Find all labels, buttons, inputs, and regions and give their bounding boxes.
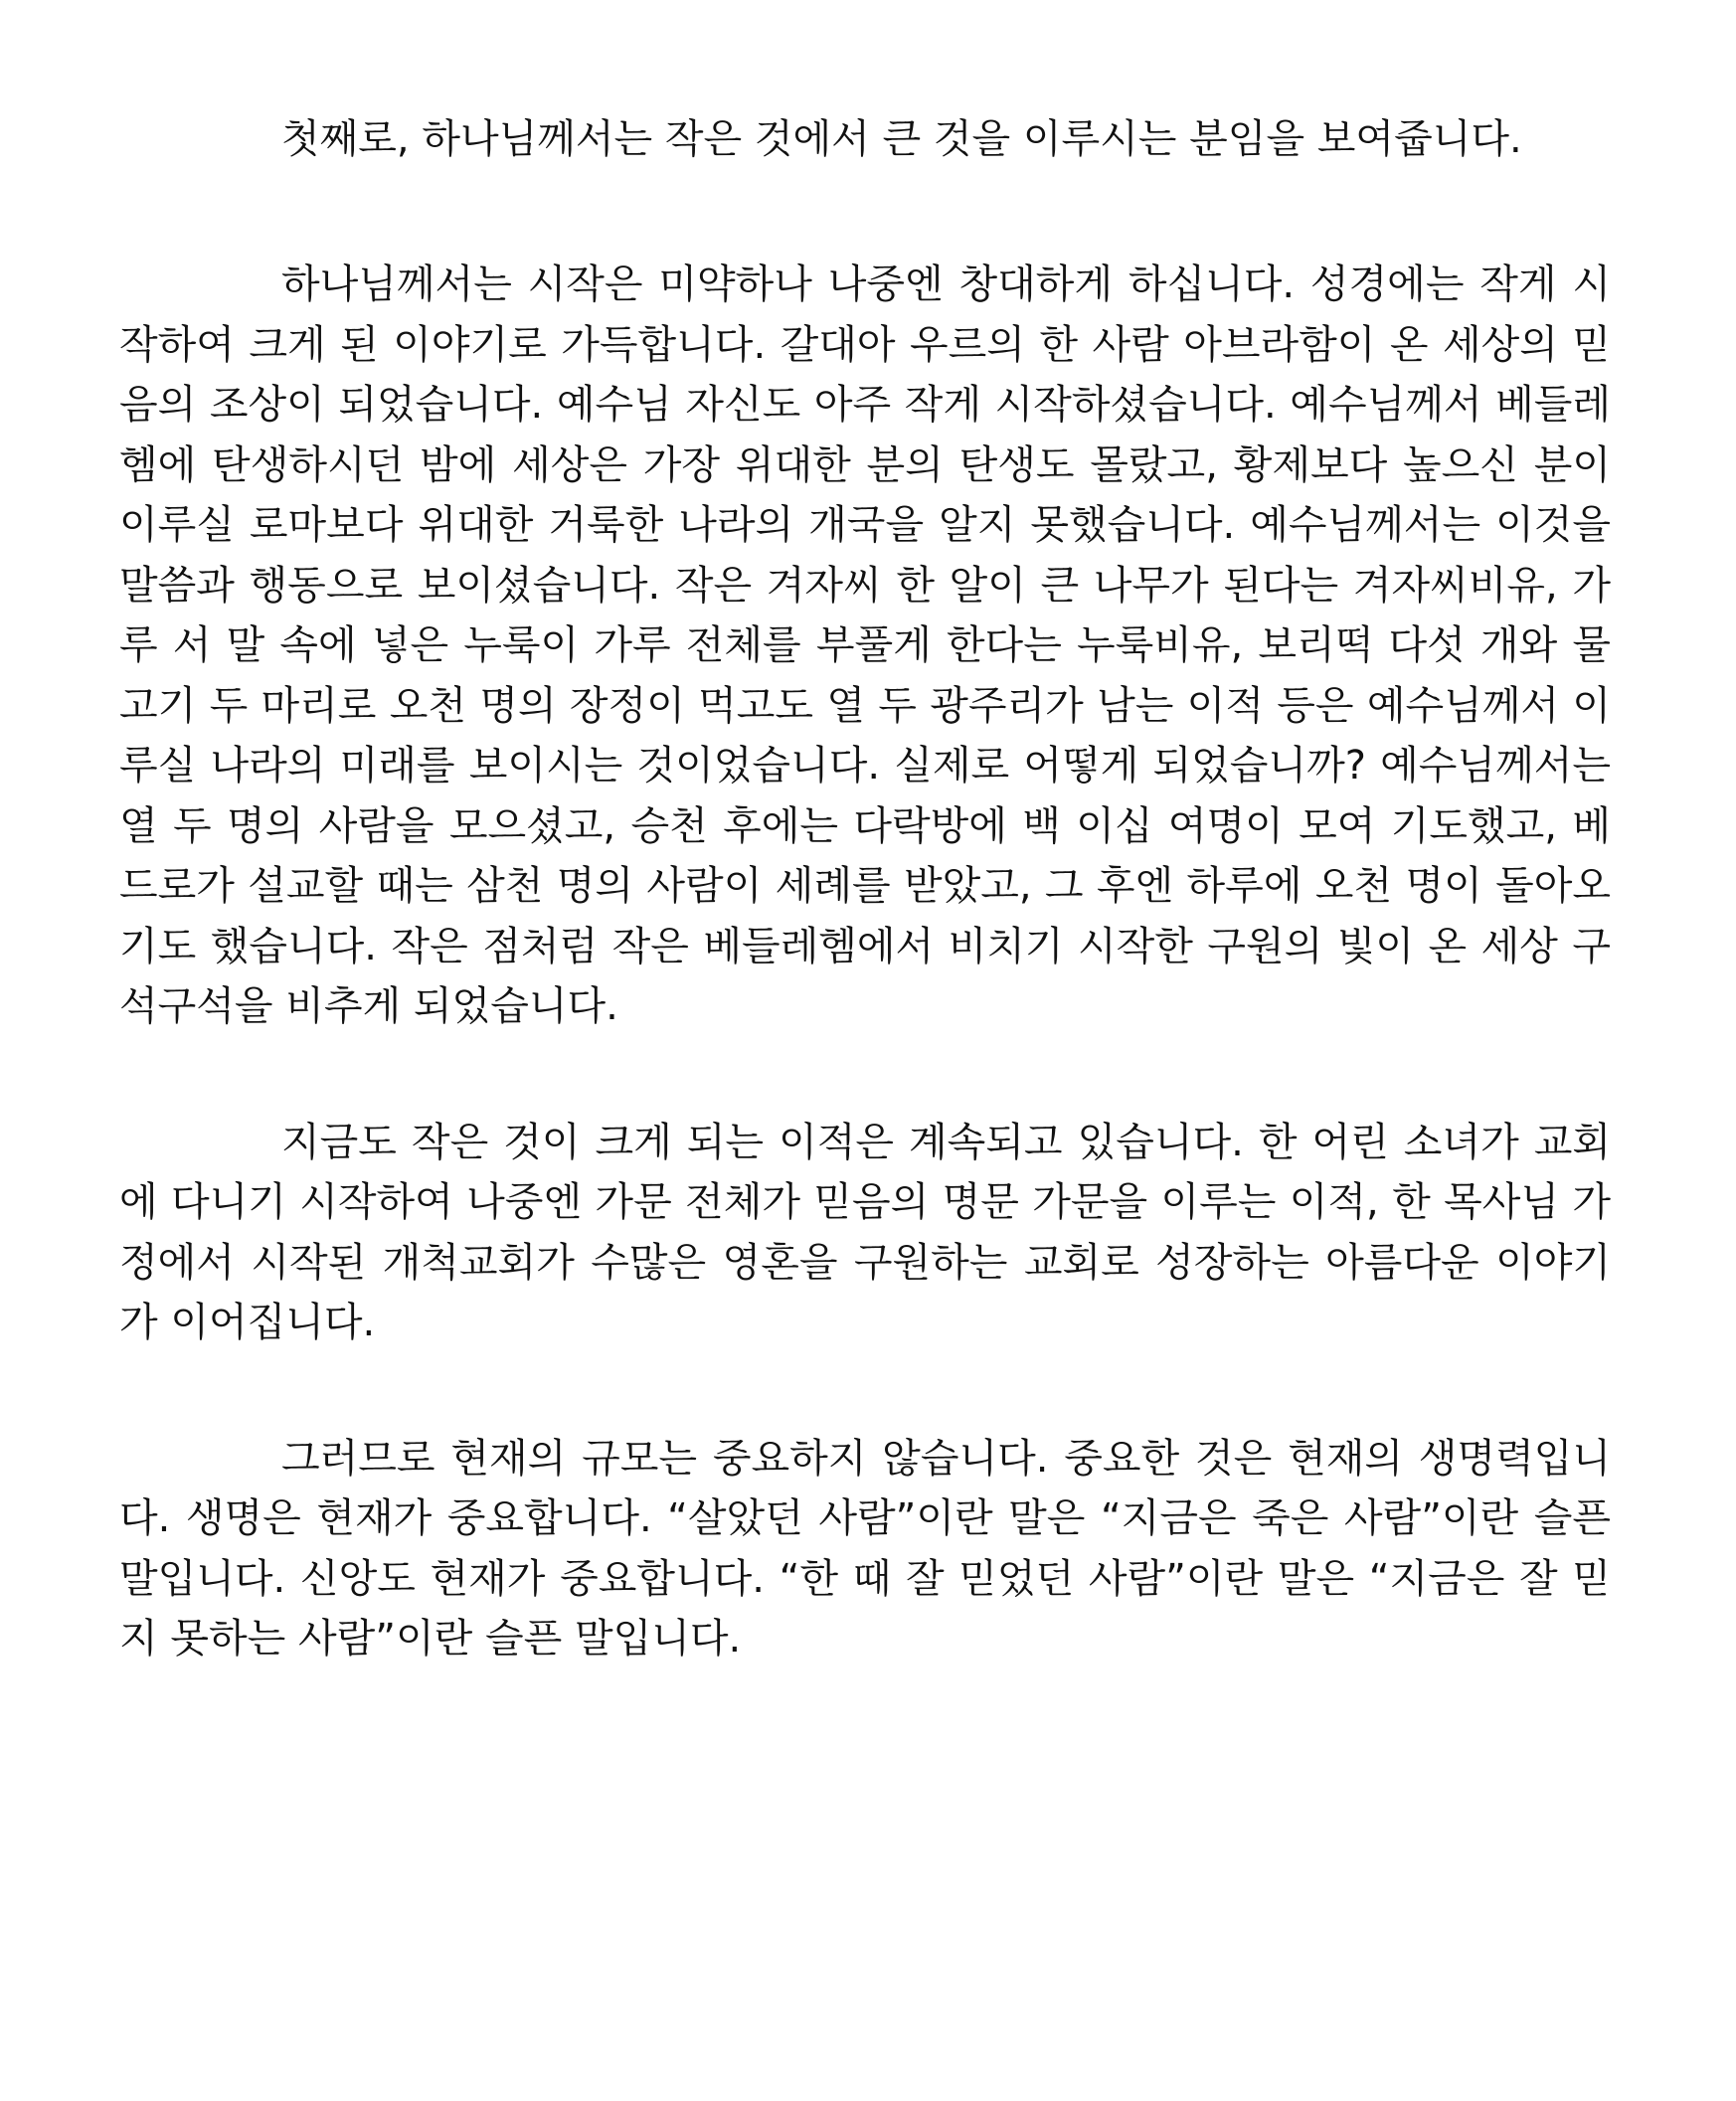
paragraph-small-to-great: 하나님께서는 시작은 미약하나 나중엔 창대하게 하십니다. 성경에는 작게 시작하여 크게 된 이야기로 가득합니다. 갈대아 우르의 한 사람 아브라함이 온 세상의 믿음의 조상이 되었습니다. 예수님 자신도 아주 작게 시작하셨습니다. 예수님께서 베들레헴에 탄생하시던 밤에 세상은 가장 위대한 분의 탄생도 몰랐고, 황제보다 높으신 분이 이루실 로마보다 위대한 거룩한 나라의 개국을 알지 못했습니다. 예수님께서는 이것을 말씀과 행동으로 보이셨습니다. 작은 겨자씨 한 알이 큰 나무가 된다는 겨자씨비유, 가루 서 말 속에 넣은 누룩이 가루 전체를 부풀게 한다는 누룩비유, 보리떡 다섯 개와 물고기 두 마리로 오천 명의 장정이 먹고도 열 두 광주리가 남는 이적 등은 예수님께서 이루실 나라의 미래를 보이시는 것이었습니다. 실제로 어떻게 되었습니까? 예수님께서는 열 두 명의 사람을 모으셨고, 승천 후에는 다락방에 백 이십 여명이 모여 기도했고, 베드로가 설교할 때는 삼천 명의 사람이 세례를 받았고, 그 후엔 하루에 오천 명이 돌아오기도 했습니다. 작은 점처럼 작은 베들레헴에서 비치기 시작한 구원의 빛이 온 세상 구석구석을 비추게 되었습니다. [119, 262, 1611, 1029]
section-heading: 첫째로, 하나님께서는 작은 것에서 큰 것을 이루시는 분임을 보여줍니다. [281, 116, 1522, 162]
paragraph-miracles-continue: 지금도 작은 것이 크게 되는 이적은 계속되고 있습니다. 한 어린 소녀가 교회에 다니기 시작하여 나중엔 가문 전체가 믿음의 명문 가문을 이루는 이적, 한 목사님 가정에서 시작된 개척교회가 수많은 영혼을 구원하는 교회로 성장하는 아름다운 이야기가 이어집니다. [119, 1119, 1611, 1345]
document-page [119, 99, 1611, 1669]
paragraph-present-vitality: 그러므로 현재의 규모는 중요하지 않습니다. 중요한 것은 현재의 생명력입니다. 생명은 현재가 중요합니다. “살았던 사람”이란 말은 “지금은 죽은 사람”이란 슬픈 말입니다. 신앙도 현재가 중요합니다. “한 때 잘 믿었던 사람”이란 말은 “지금은 잘 믿지 못하는 사람”이란 슬픈 말입니다. [119, 1435, 1611, 1662]
